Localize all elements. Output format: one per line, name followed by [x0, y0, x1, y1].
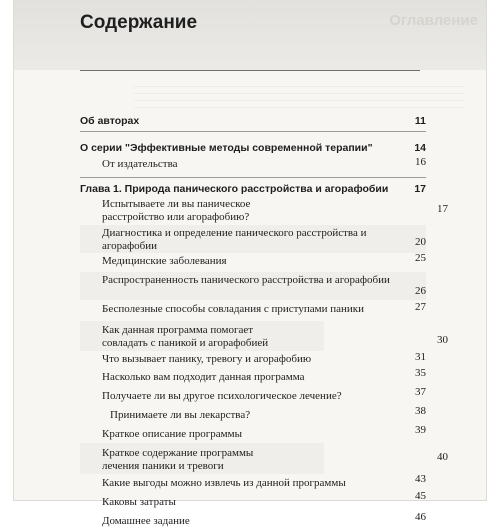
- toc-page-number: 16: [415, 156, 426, 168]
- toc-entry-do-you-have[interactable]: [80, 197, 448, 225]
- toc-page-number: 39: [415, 424, 426, 436]
- toc-entry-medical[interactable]: [80, 253, 426, 272]
- toc-entry-benefits[interactable]: [80, 474, 426, 492]
- toc-page-number: 17: [437, 203, 448, 215]
- header-rule: [80, 70, 420, 71]
- bleed-through-title: Оглавление: [389, 12, 478, 29]
- toc-entry-other-treatment[interactable]: [80, 386, 426, 405]
- toc-entry-text: Распространенность панического расстройства и агорафобии: [102, 274, 390, 286]
- toc-page-number: 27: [415, 301, 426, 313]
- toc-page-number: 26: [415, 285, 426, 297]
- header-band: [14, 0, 486, 70]
- toc-entry-homework[interactable]: [80, 511, 426, 530]
- toc-entry-how-program-helps[interactable]: [80, 321, 448, 351]
- toc-entry-text: Медицинские заболевания: [102, 255, 227, 267]
- toc-entry-text: Что вызывает панику, тревогу и агорафобию: [102, 353, 312, 365]
- toc-entry-text: Бесполезные способы совладания с приступами паники: [102, 303, 364, 315]
- toc-entry-medication[interactable]: [80, 405, 426, 424]
- toc-entry-short-description[interactable]: [80, 424, 426, 443]
- toc-entry-text: Принимаете ли вы лекарства?: [110, 409, 251, 421]
- toc-page-number: 17: [414, 183, 426, 195]
- toc-entry-publisher[interactable]: [80, 156, 426, 177]
- toc-page-number: 38: [415, 405, 426, 417]
- toc-page-number: 25: [415, 252, 426, 264]
- toc-page-number: 20: [415, 236, 426, 248]
- table-of-contents: [80, 115, 448, 530]
- toc-entry-suitability[interactable]: [80, 367, 426, 386]
- toc-page-number: 45: [415, 490, 426, 502]
- bleed-through-text: [134, 80, 464, 110]
- toc-page-number: 31: [415, 351, 426, 363]
- toc-entry-text: Диагностика и определение панического расстройства и агорафобии: [102, 227, 367, 252]
- toc-page-number: 43: [415, 473, 426, 485]
- toc-page-number: 30: [437, 334, 448, 346]
- toc-entry-about-authors[interactable]: [80, 115, 426, 131]
- toc-entry-causes[interactable]: [80, 351, 426, 367]
- page-title: Содержание: [80, 12, 198, 33]
- toc-page-number: 40: [437, 451, 448, 463]
- toc-entry-text: Об авторах: [80, 115, 140, 127]
- book-page: [14, 0, 486, 527]
- toc-entry-text: Краткое описание программы: [102, 428, 242, 440]
- toc-entry-prevalence[interactable]: [80, 272, 426, 300]
- toc-entry-chapter-1[interactable]: [80, 177, 426, 197]
- toc-entry-text: Домашнее задание: [102, 515, 190, 527]
- toc-page-number: 37: [415, 386, 426, 398]
- toc-entry-text: Краткое содержание программы лечения паники и тревоги: [102, 447, 254, 472]
- toc-page-number: 14: [414, 142, 426, 154]
- toc-entry-text: Каковы затраты: [102, 496, 176, 508]
- toc-entry-text: Получаете ли вы другое психологическое лечение?: [102, 390, 342, 402]
- toc-entry-text: Глава 1. Природа панического расстройства и агорафобии: [80, 183, 389, 195]
- toc-entry-text: Как данная программа помогает совладать с паникой и агорафобией: [102, 324, 269, 349]
- toc-entry-useless-ways[interactable]: [80, 300, 426, 321]
- toc-entry-text: Какие выгоды можно извлечь из данной программы: [102, 477, 346, 489]
- toc-entry-text: Насколько вам подходит данная программа: [102, 371, 305, 383]
- toc-entry-costs[interactable]: [80, 492, 426, 511]
- toc-entry-series[interactable]: [80, 131, 426, 156]
- toc-entry-diagnosis[interactable]: [80, 225, 426, 253]
- toc-page-number: 35: [415, 367, 426, 379]
- toc-entry-text: От издательства: [102, 158, 178, 170]
- toc-page-number: 46: [415, 511, 426, 523]
- toc-entry-text: Испытываете ли вы паническое расстройство или агорафобию?: [102, 198, 251, 223]
- toc-entry-program-summary[interactable]: [80, 443, 448, 474]
- toc-entry-text: О серии "Эффективные методы современной терапии": [80, 142, 373, 154]
- toc-page-number: 11: [414, 115, 426, 127]
